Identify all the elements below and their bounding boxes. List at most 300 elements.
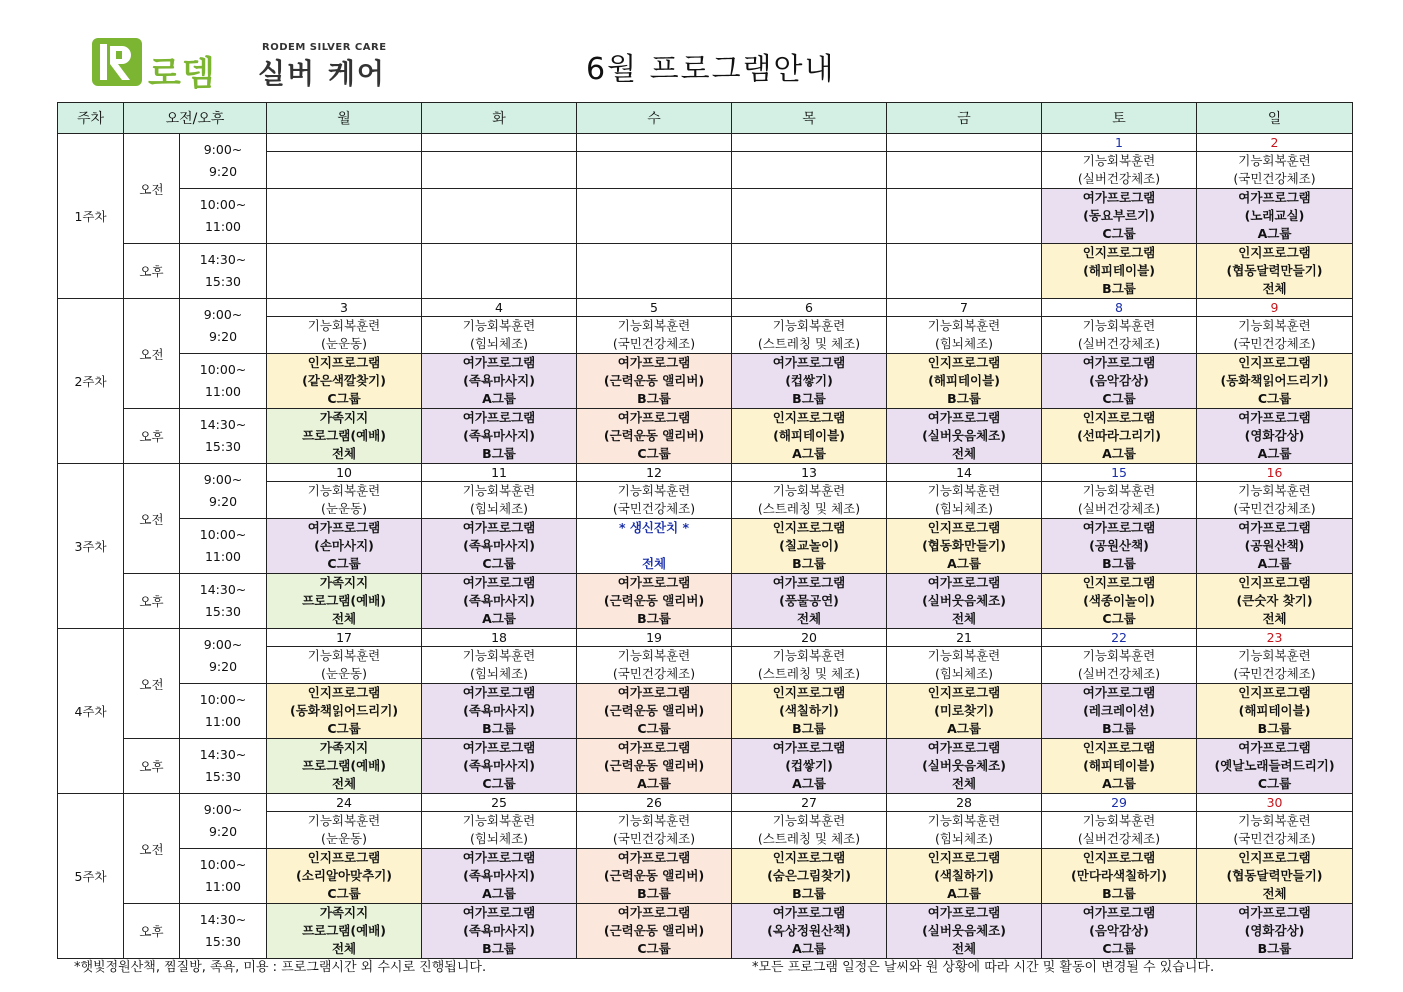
program-line: 여가프로그램 xyxy=(617,685,691,700)
program-cell xyxy=(1042,684,1197,739)
program-line: 인지프로그램 xyxy=(307,685,381,700)
week-s2-row xyxy=(58,189,1353,244)
program-line: 인지프로그램 xyxy=(1082,850,1156,865)
day-number: 24 xyxy=(267,794,422,812)
program-cell xyxy=(1197,409,1353,464)
time-slot-morning-1 xyxy=(180,299,267,354)
program-line: 인지프로그램 xyxy=(1082,245,1156,260)
program-cell xyxy=(1197,574,1353,629)
program-line: (실버건강체조) xyxy=(1077,666,1161,681)
program-line: 여가프로그램 xyxy=(307,520,381,535)
program-line: 기능회복훈련 xyxy=(772,813,846,828)
program-line: 인지프로그램 xyxy=(772,685,846,700)
program-line: 인지프로그램 xyxy=(772,850,846,865)
program-cell xyxy=(1042,519,1197,574)
program-line: 여가프로그램 xyxy=(1082,905,1156,920)
program-line: (옛날노래들려드리기) xyxy=(1214,758,1335,773)
am-label: 오전 xyxy=(124,629,180,739)
time-end: 9:20 xyxy=(208,824,238,839)
program-cell xyxy=(1197,812,1353,849)
program-schedule-table xyxy=(57,102,1353,959)
time-end: 11:00 xyxy=(204,384,242,399)
footer-note-left: *햇빛정원산책, 찜질방, 족욕, 미용 : 프로그램시간 외 수시로 진행됩니다. xyxy=(74,960,487,975)
program-cell xyxy=(1042,354,1197,409)
program-cell xyxy=(267,189,422,244)
program-line: (눈운동) xyxy=(321,501,367,516)
program-cell xyxy=(732,317,887,354)
program-line: (협동달력만들기) xyxy=(1226,263,1323,278)
program-line: 프로그램(예배) xyxy=(302,758,386,773)
program-line: 인지프로그램 xyxy=(1082,575,1156,590)
time-end: 9:20 xyxy=(208,329,238,344)
week-s2-row xyxy=(58,684,1353,739)
program-line: (실버웃음체조) xyxy=(922,758,1006,773)
week-s3-row xyxy=(58,574,1353,629)
day-number: 12 xyxy=(577,464,732,482)
time-end: 9:20 xyxy=(208,494,238,509)
week-day-number-row xyxy=(58,794,1353,812)
program-line: 기능회복훈련 xyxy=(617,483,691,498)
program-line: 전체 xyxy=(331,446,357,461)
time-start: 10:00~ xyxy=(199,197,247,212)
program-cell xyxy=(1042,317,1197,354)
week-s3-row xyxy=(58,409,1353,464)
program-line: (실버건강체조) xyxy=(1077,336,1161,351)
program-line: 인지프로그램 xyxy=(927,520,1001,535)
program-line: B그룹 xyxy=(1102,721,1136,736)
program-line: (눈운동) xyxy=(321,666,367,681)
program-line: 여가프로그램 xyxy=(462,685,536,700)
program-cell xyxy=(267,152,422,189)
week-day-number-row xyxy=(58,134,1353,152)
time-slot-afternoon xyxy=(180,574,267,629)
program-cell xyxy=(422,849,577,904)
program-line: B그룹 xyxy=(792,886,826,901)
program-line: (국민건강체조) xyxy=(612,666,696,681)
time-end: 15:30 xyxy=(204,769,242,784)
program-line: 여가프로그램 xyxy=(1082,685,1156,700)
program-cell xyxy=(1197,519,1353,574)
program-line: (근력운동 앨리버) xyxy=(603,428,705,443)
program-cell xyxy=(267,482,422,519)
pm-label: 오후 xyxy=(124,409,180,464)
program-line: C그룹 xyxy=(482,776,516,791)
program-line: (국민건강체조) xyxy=(1233,831,1316,846)
logo-korean-text: 로뎀 xyxy=(148,54,216,94)
program-cell xyxy=(1197,244,1353,299)
program-line: (실버건강체조) xyxy=(1077,831,1161,846)
program-line: 여가프로그램 xyxy=(462,410,536,425)
pm-label: 오후 xyxy=(124,574,180,629)
program-cell xyxy=(732,244,887,299)
program-line: 기능회복훈련 xyxy=(1238,813,1311,828)
program-line: (힘뇌체조) xyxy=(469,831,529,846)
time-end: 11:00 xyxy=(204,549,242,564)
program-line: (근력운동 앨리버) xyxy=(603,868,705,883)
header-week: 주차 xyxy=(58,103,124,134)
program-line: 여가프로그램 xyxy=(617,905,691,920)
program-line: A그룹 xyxy=(1102,776,1136,791)
program-cell xyxy=(1042,152,1197,189)
program-line: B그룹 xyxy=(482,721,516,736)
day-number: 13 xyxy=(732,464,887,482)
day-number: 23 xyxy=(1197,629,1353,647)
logo-silver-care-text: 실버 케어 xyxy=(258,57,386,90)
time-slot-morning-1 xyxy=(180,134,267,189)
program-cell xyxy=(887,904,1042,959)
program-cell xyxy=(577,849,732,904)
program-line: B그룹 xyxy=(482,941,516,956)
program-line: B그룹 xyxy=(1102,556,1136,571)
program-line: (근력운동 앨리버) xyxy=(603,703,705,718)
program-line: 인지프로그램 xyxy=(1238,685,1311,700)
program-line: B그룹 xyxy=(792,556,826,571)
program-line: 기능회복훈련 xyxy=(307,318,381,333)
program-line: (풍물공연) xyxy=(779,593,839,608)
program-line: (색칠하기) xyxy=(934,868,994,883)
program-line: (칠교놀이) xyxy=(779,538,839,553)
program-line: (힘뇌체조) xyxy=(934,666,994,681)
program-line: (동화책읽어드리기) xyxy=(290,703,399,718)
program-line: (해피테이블) xyxy=(928,373,1000,388)
time-end: 9:20 xyxy=(208,164,238,179)
time-slot-morning-2 xyxy=(180,189,267,244)
header-mon: 월 xyxy=(267,103,422,134)
program-line: (스트레칭 및 체조) xyxy=(757,831,861,846)
program-cell xyxy=(267,684,422,739)
am-label: 오전 xyxy=(124,794,180,904)
am-label: 오전 xyxy=(124,464,180,574)
logo-subtitle: RODEM SILVER CARE xyxy=(262,42,387,53)
program-line: (족욕마사지) xyxy=(463,703,535,718)
program-line: 인지프로그램 xyxy=(772,410,846,425)
page-title: 6월 프로그램안내 xyxy=(586,52,836,87)
program-line: C그룹 xyxy=(482,556,516,571)
program-line: (공원산책) xyxy=(1089,538,1149,553)
program-line: (컵쌓기) xyxy=(785,373,833,388)
program-line: B그룹 xyxy=(1257,721,1292,736)
program-cell xyxy=(1197,152,1353,189)
program-cell xyxy=(422,409,577,464)
program-line: 기능회복훈련 xyxy=(617,318,691,333)
program-line: 인지프로그램 xyxy=(307,355,381,370)
program-cell xyxy=(267,647,422,684)
program-line: C그룹 xyxy=(327,391,361,406)
header-thu: 목 xyxy=(732,103,887,134)
program-line: A그룹 xyxy=(947,721,981,736)
program-line: 기능회복훈련 xyxy=(1238,483,1311,498)
program-line: B그룹 xyxy=(1102,886,1136,901)
program-cell xyxy=(577,189,732,244)
header-sat: 토 xyxy=(1042,103,1197,134)
program-cell xyxy=(887,519,1042,574)
program-cell xyxy=(1042,904,1197,959)
program-line: (눈운동) xyxy=(321,336,367,351)
program-line: 기능회복훈련 xyxy=(1238,648,1311,663)
program-cell xyxy=(887,684,1042,739)
time-slot-morning-2 xyxy=(180,354,267,409)
day-number: 15 xyxy=(1042,464,1197,482)
day-number: 7 xyxy=(887,299,1042,317)
program-line: 여가프로그램 xyxy=(617,575,691,590)
time-slot-afternoon xyxy=(180,244,267,299)
program-line: 여가프로그램 xyxy=(772,575,846,590)
program-line: 인지프로그램 xyxy=(927,685,1001,700)
time-start: 10:00~ xyxy=(199,857,247,872)
time-start: 14:30~ xyxy=(199,747,247,762)
program-line: 기능회복훈련 xyxy=(1082,153,1156,168)
header-wed: 수 xyxy=(577,103,732,134)
program-line: (힘뇌체조) xyxy=(934,336,994,351)
program-line: 전체 xyxy=(1262,886,1287,901)
program-line: (영화감상) xyxy=(1244,923,1305,938)
time-slot-afternoon xyxy=(180,739,267,794)
day-number: 3 xyxy=(267,299,422,317)
program-cell xyxy=(1042,244,1197,299)
program-line: 여가프로그램 xyxy=(617,355,691,370)
program-line: * 생신잔치 * xyxy=(618,520,690,535)
program-cell xyxy=(1197,354,1353,409)
program-line: 프로그램(예배) xyxy=(302,428,386,443)
program-line: 인지프로그램 xyxy=(1238,850,1311,865)
program-line: 여가프로그램 xyxy=(617,740,691,755)
program-line: A그룹 xyxy=(792,941,826,956)
program-cell xyxy=(577,354,732,409)
time-slot-morning-1 xyxy=(180,464,267,519)
header-sun: 일 xyxy=(1197,103,1353,134)
program-cell xyxy=(887,317,1042,354)
page-header xyxy=(0,0,1403,100)
program-line: 전체 xyxy=(331,611,357,626)
program-line: 인지프로그램 xyxy=(927,850,1001,865)
program-line: A그룹 xyxy=(1102,446,1136,461)
program-line: 인지프로그램 xyxy=(1082,410,1156,425)
program-cell xyxy=(1197,739,1353,794)
program-line: B그룹 xyxy=(947,391,981,406)
day-number: 4 xyxy=(422,299,577,317)
program-line: (컵쌓기) xyxy=(785,758,833,773)
program-cell xyxy=(267,317,422,354)
program-line: 기능회복훈련 xyxy=(927,648,1001,663)
program-line: A그룹 xyxy=(637,776,671,791)
program-cell xyxy=(1197,684,1353,739)
program-line: 인지프로그램 xyxy=(1238,575,1311,590)
week-label: 4주차 xyxy=(58,629,124,794)
program-line: (음악감상) xyxy=(1089,923,1149,938)
program-cell xyxy=(422,152,577,189)
program-line: 여가프로그램 xyxy=(772,355,846,370)
program-cell xyxy=(422,317,577,354)
program-cell xyxy=(267,812,422,849)
program-cell xyxy=(732,904,887,959)
am-label: 오전 xyxy=(124,299,180,409)
program-cell xyxy=(1042,189,1197,244)
program-cell xyxy=(1197,647,1353,684)
time-slot-morning-1 xyxy=(180,629,267,684)
program-cell xyxy=(732,574,887,629)
header-row xyxy=(58,103,1353,134)
program-line: 여가프로그램 xyxy=(1238,190,1311,205)
time-start: 9:00~ xyxy=(203,637,243,652)
time-start: 10:00~ xyxy=(199,692,247,707)
program-cell xyxy=(887,574,1042,629)
program-line: 기능회복훈련 xyxy=(927,483,1001,498)
program-line: B그룹 xyxy=(1102,281,1136,296)
program-cell xyxy=(887,647,1042,684)
program-line: 여가프로그램 xyxy=(1082,190,1156,205)
week-label: 5주차 xyxy=(58,794,124,959)
program-line: A그룹 xyxy=(482,611,516,626)
time-end: 15:30 xyxy=(204,604,242,619)
program-line: 기능회복훈련 xyxy=(462,648,536,663)
program-cell xyxy=(577,244,732,299)
program-line: (근력운동 앨리버) xyxy=(603,758,705,773)
program-line: (색칠하기) xyxy=(779,703,839,718)
program-line: A그룹 xyxy=(947,556,981,571)
day-number: 1 xyxy=(1042,134,1197,152)
time-end: 11:00 xyxy=(204,879,242,894)
program-cell xyxy=(577,482,732,519)
program-line: (족욕마사지) xyxy=(463,428,535,443)
program-cell xyxy=(887,189,1042,244)
program-line: 여가프로그램 xyxy=(1238,905,1311,920)
program-line: C그룹 xyxy=(1102,226,1136,241)
footer-note-right: *모든 프로그램 일정은 날씨와 원 상황에 따라 시간 및 활동이 변경될 수 있습니다. xyxy=(752,960,1215,975)
program-line: 여가프로그램 xyxy=(927,905,1001,920)
program-line: 여가프로그램 xyxy=(617,850,691,865)
program-line: 가족지지 xyxy=(319,575,369,590)
program-line: (소리알아맞추기) xyxy=(296,868,392,883)
program-line: (족욕마사지) xyxy=(463,373,535,388)
program-line: (색종이놀이) xyxy=(1083,593,1155,608)
program-cell xyxy=(887,849,1042,904)
program-line: 인지프로그램 xyxy=(1238,245,1311,260)
program-cell xyxy=(267,904,422,959)
time-slot-morning-2 xyxy=(180,849,267,904)
program-line: C그룹 xyxy=(327,721,361,736)
program-line: (힘뇌체조) xyxy=(934,501,994,516)
program-cell xyxy=(577,409,732,464)
program-cell xyxy=(422,684,577,739)
program-line: C그룹 xyxy=(327,556,361,571)
day-number: 14 xyxy=(887,464,1042,482)
program-line: (근력운동 앨리버) xyxy=(603,923,705,938)
day-number: 11 xyxy=(422,464,577,482)
time-slot-morning-2 xyxy=(180,519,267,574)
program-line: 전체 xyxy=(331,776,357,791)
pm-label: 오후 xyxy=(124,244,180,299)
time-start: 14:30~ xyxy=(199,417,247,432)
program-line: (해피테이블) xyxy=(1083,263,1155,278)
program-line: 여가프로그램 xyxy=(1238,410,1311,425)
program-line: B그룹 xyxy=(637,391,671,406)
program-line: 프로그램(예배) xyxy=(302,923,386,938)
program-line: 기능회복훈련 xyxy=(462,813,536,828)
program-line: (숨은그림찾기) xyxy=(767,868,851,883)
program-cell xyxy=(887,812,1042,849)
program-line: 여가프로그램 xyxy=(1082,520,1156,535)
schedule-body xyxy=(58,134,1353,959)
time-start: 9:00~ xyxy=(203,802,243,817)
program-cell xyxy=(1042,739,1197,794)
program-cell xyxy=(732,684,887,739)
program-cell xyxy=(1197,904,1353,959)
program-line: (국민건강체조) xyxy=(1233,171,1316,186)
program-line: B그룹 xyxy=(637,886,671,901)
program-cell xyxy=(732,409,887,464)
time-start: 14:30~ xyxy=(199,912,247,927)
program-cell xyxy=(577,317,732,354)
program-line: (영화감상) xyxy=(1244,428,1305,443)
program-line: (해피테이블) xyxy=(1238,703,1311,718)
time-slot-afternoon xyxy=(180,409,267,464)
rodem-logo xyxy=(92,38,432,94)
program-line: C그룹 xyxy=(637,446,671,461)
program-line: 여가프로그램 xyxy=(927,575,1001,590)
program-line: (힘뇌체조) xyxy=(469,336,529,351)
program-cell xyxy=(267,409,422,464)
week-day-number-row xyxy=(58,299,1353,317)
time-start: 9:00~ xyxy=(203,307,243,322)
program-cell xyxy=(577,812,732,849)
week-s3-row xyxy=(58,739,1353,794)
program-line: 여가프로그램 xyxy=(617,410,691,425)
day-number: 19 xyxy=(577,629,732,647)
program-line: 기능회복훈련 xyxy=(617,648,691,663)
program-line: 가족지지 xyxy=(319,410,369,425)
program-cell xyxy=(732,519,887,574)
week-label: 1주차 xyxy=(58,134,124,299)
program-line: 여가프로그램 xyxy=(1082,355,1156,370)
week-day-number-row xyxy=(58,464,1353,482)
program-line: (동화책읽어드리기) xyxy=(1220,373,1329,388)
time-end: 9:20 xyxy=(208,659,238,674)
program-cell xyxy=(577,904,732,959)
program-line: 전체 xyxy=(951,446,977,461)
program-cell xyxy=(577,574,732,629)
program-line: 여가프로그램 xyxy=(1238,520,1311,535)
program-line: (힘뇌체조) xyxy=(934,831,994,846)
program-cell xyxy=(422,574,577,629)
program-cell xyxy=(732,354,887,409)
program-line: 전체 xyxy=(1262,611,1287,626)
program-line: (국민건강체조) xyxy=(1233,501,1316,516)
pm-label: 오후 xyxy=(124,904,180,959)
time-end: 15:30 xyxy=(204,439,242,454)
time-start: 9:00~ xyxy=(203,472,243,487)
program-line: 여가프로그램 xyxy=(772,740,846,755)
program-line: (해피테이블) xyxy=(1083,758,1155,773)
week-s3-row xyxy=(58,904,1353,959)
program-line: (선따라그리기) xyxy=(1077,428,1161,443)
program-line: A그룹 xyxy=(792,446,826,461)
day-number: 2 xyxy=(1197,134,1353,152)
program-line: 기능회복훈련 xyxy=(307,483,381,498)
program-line: 기능회복훈련 xyxy=(1082,813,1156,828)
program-cell xyxy=(422,739,577,794)
program-line: 여가프로그램 xyxy=(462,905,536,920)
program-line: 기능회복훈련 xyxy=(462,318,536,333)
time-start: 10:00~ xyxy=(199,527,247,542)
program-line: (근력운동 앨리버) xyxy=(603,593,705,608)
program-line: 여가프로그램 xyxy=(1238,740,1311,755)
program-cell xyxy=(732,739,887,794)
time-start: 10:00~ xyxy=(199,362,247,377)
program-line: 기능회복훈련 xyxy=(1238,153,1311,168)
week-s2-row xyxy=(58,354,1353,409)
program-cell xyxy=(732,189,887,244)
program-line: (공원산책) xyxy=(1244,538,1305,553)
